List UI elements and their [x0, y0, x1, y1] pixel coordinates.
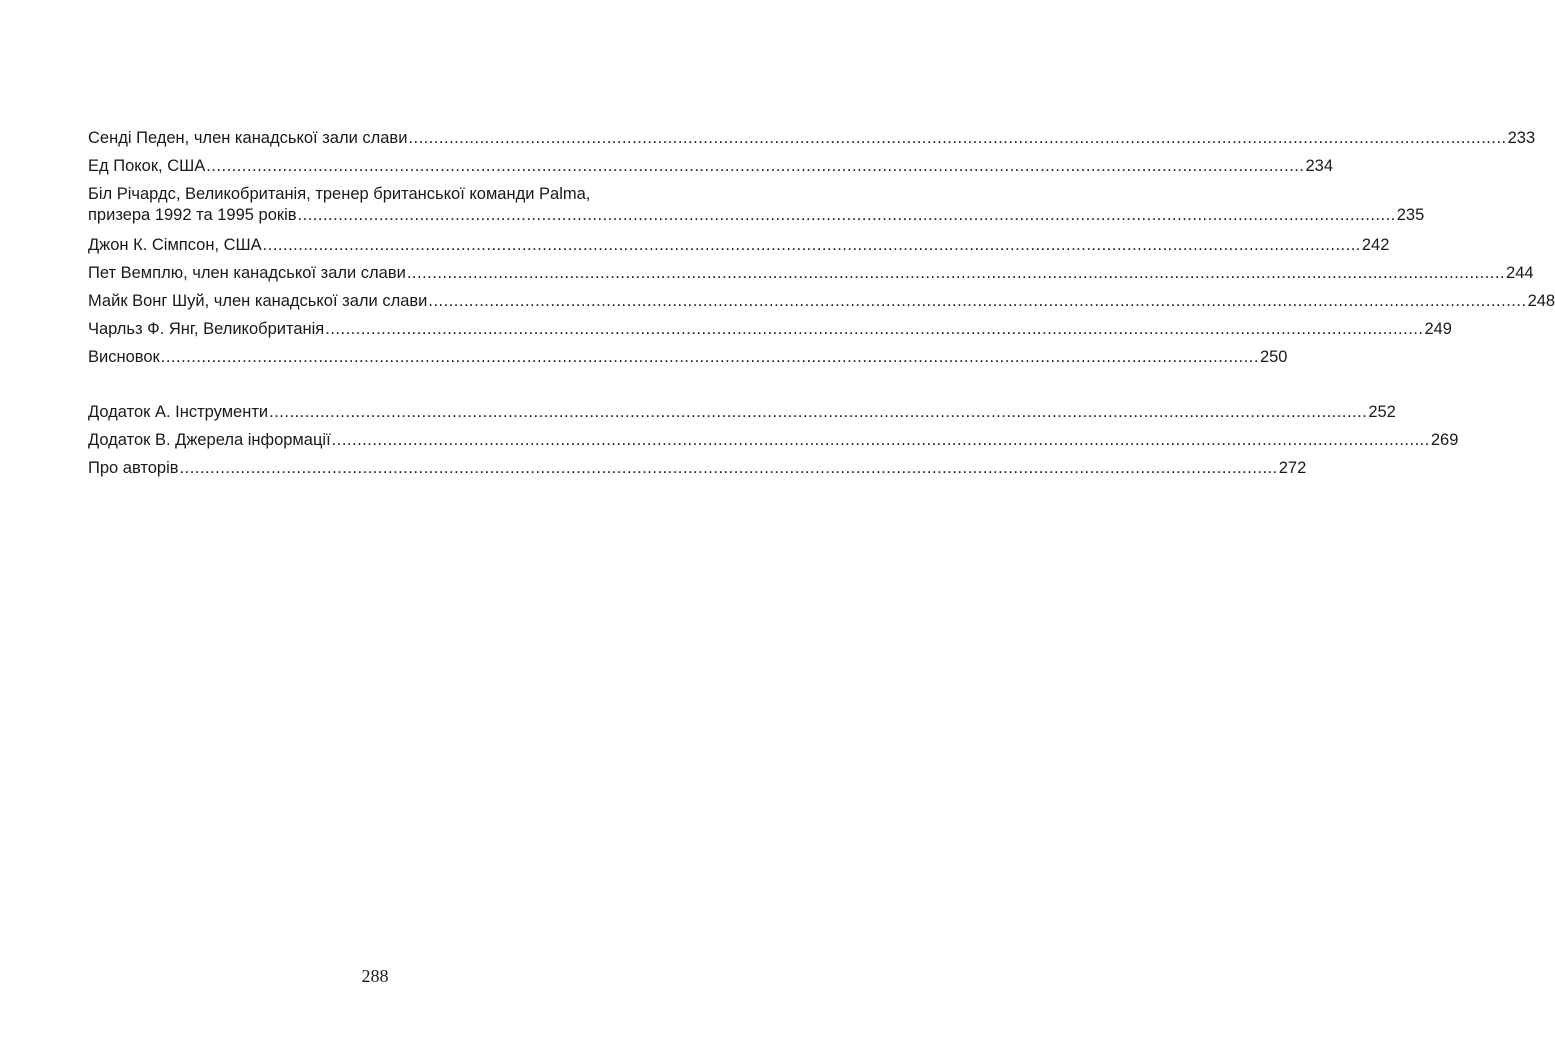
toc-entry-title: Чарльз Ф. Янг, Великобританія: [88, 320, 325, 338]
dot-leader: [428, 291, 1526, 312]
page-number: 288: [361, 966, 389, 986]
dot-leader: [161, 347, 1259, 368]
dot-leader: [407, 263, 1505, 284]
toc-entry: [88, 430, 1459, 451]
toc-entry-title-line1: Біл Річардс, Великобританія, тренер британської команди Palma,: [88, 185, 591, 203]
toc-entry: [88, 128, 1536, 149]
toc-entry: [88, 156, 1333, 177]
toc-entry-title: Майк Вонг Шуй, член канадської зали слави: [88, 292, 428, 310]
toc-entry-page: 242: [1361, 236, 1390, 254]
dot-leader: [269, 402, 1367, 423]
toc-entry-page: 248: [1527, 292, 1555, 310]
toc-entry-page: 250: [1259, 348, 1288, 366]
toc-entry: [88, 347, 1288, 368]
toc-entry: [88, 263, 1534, 284]
table-of-contents: [88, 128, 1555, 486]
toc-entry-title: Висновок: [88, 348, 160, 366]
dot-leader: [408, 128, 1506, 149]
dot-leader: [325, 319, 1423, 340]
toc-entry: [88, 235, 1390, 256]
toc-entry-page: 233: [1507, 129, 1536, 147]
toc-entry-title: Додаток В. Джерела інформації: [88, 431, 331, 449]
toc-entry-title: Сенді Педен, член канадської зали слави: [88, 129, 408, 147]
toc-entry: [88, 402, 1396, 423]
toc-entry-page: 252: [1368, 403, 1396, 421]
toc-entry-page: 269: [1430, 431, 1459, 449]
toc-entry-page: 235: [1396, 206, 1425, 224]
toc-entry-multiline: [88, 184, 1425, 226]
toc-entry: [88, 458, 1307, 479]
toc-entry-title: Про авторів: [88, 459, 179, 477]
dot-leader: [180, 458, 1278, 479]
dot-leader: [298, 205, 1396, 226]
toc-entry-title: Пет Вемплю, член канадської зали слави: [88, 264, 406, 282]
toc-entry: [88, 319, 1452, 340]
toc-entry-page: 234: [1305, 157, 1333, 175]
section-spacer: [88, 375, 663, 402]
toc-entry-page: 272: [1278, 459, 1307, 477]
toc-entry-title: Джон К. Сімпсон, США: [88, 236, 262, 254]
toc-entry-title: Ед Покок, США: [88, 157, 206, 175]
toc-entry-page: 244: [1506, 264, 1534, 282]
dot-leader: [263, 235, 1361, 256]
toc-entry-title: Додаток А. Інструменти: [88, 403, 269, 421]
toc-entry-page: 249: [1424, 320, 1452, 338]
toc-entry: [88, 291, 1555, 312]
toc-entry-title-line2: призера 1992 та 1995 років: [88, 206, 297, 224]
dot-leader: [206, 156, 1304, 177]
dot-leader: [332, 430, 1430, 451]
